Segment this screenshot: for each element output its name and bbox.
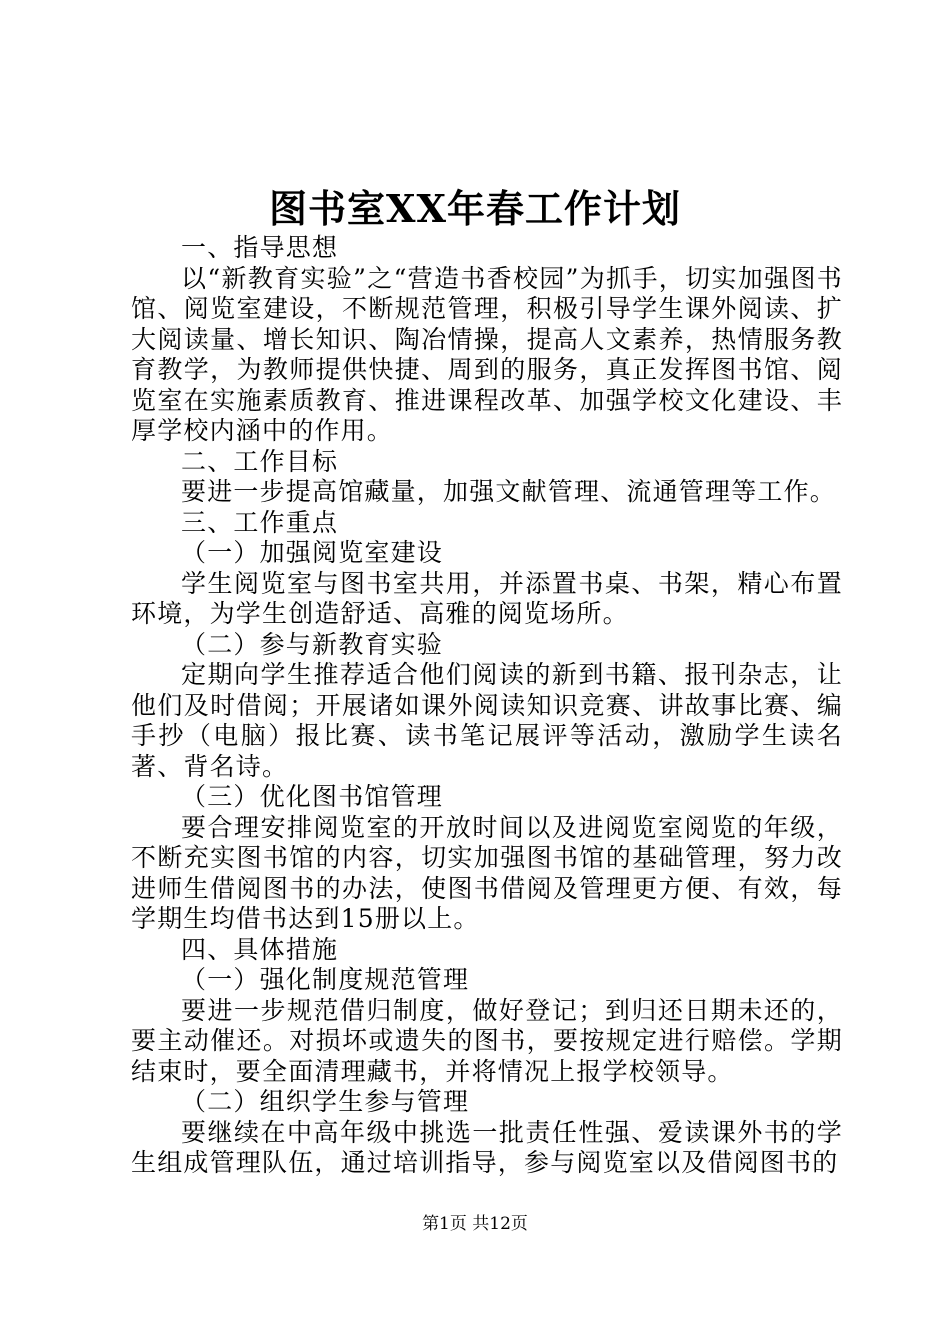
subsection-heading: （二）组织学生参与管理 [181, 1087, 470, 1116]
section-heading: 四、具体措施 [181, 934, 339, 964]
section-heading: 三、工作重点 [181, 507, 339, 537]
paragraph: 要进一步规范借归制度，做好登记；到归还日期未还的，要主动催还。对损坏或遗失的图书，要按规定进行赔偿。学期结束时，要全面清理藏书，并将情况上报学校领导。 [131, 995, 843, 1086]
page-footer: 第1页 共12页 [422, 1214, 528, 1234]
paragraph: 要进一步提高馆藏量，加强文献管理、流通管理等工作。 [181, 477, 837, 506]
subsection-heading: （三）优化图书馆管理 [181, 782, 444, 811]
paragraph: 以“新教育实验”之“营造书香校园”为抓手，切实加强图书馆、阅览室建设，不断规范管理，积极引导学生课外阅读、扩大阅读量、增长知识、陶冶情操，提高人文素养，热情服务教育教学，为教师提供快捷、周到的服务，真正发挥图书馆、阅览室在实施素质教育、推进课程改革、加强学校文化建设、丰厚学校内涵中的作用。 [131, 263, 843, 445]
page-title: 图书室XX年春工作计划 [269, 186, 681, 231]
paragraph: 定期向学生推荐适合他们阅读的新到书籍、报刊杂志，让他们及时借阅；开展诸如课外阅读知识竞赛、讲故事比赛、编手抄（电脑）报比赛、读书笔记展评等活动，激励学生读名著、背名诗。 [131, 660, 843, 781]
subsection-heading: （二）参与新教育实验 [181, 629, 444, 659]
subsection-heading: （一）强化制度规范管理 [181, 965, 470, 994]
document-body [131, 233, 843, 1179]
section-heading: 二、工作目标 [181, 446, 339, 476]
paragraph: 要合理安排阅览室的开放时间以及进阅览室阅览的年级，不断充实图书馆的内容，切实加强图书馆的基础管理，努力改进师生借阅图书的办法，使图书借阅及管理更方便、有效，每学期生均借书达到15册以上。 [131, 812, 843, 933]
paragraph: 要继续在中高年级中挑选一批责任性强、爱读课外书的学生组成管理队伍，通过培训指导，参与阅览室以及借阅图书的 [131, 1117, 843, 1177]
subsection-heading: （一）加强阅览室建设 [181, 538, 444, 567]
section-heading: 一、指导思想 [181, 233, 339, 262]
paragraph: 学生阅览室与图书室共用，并添置书桌、书架，精心布置环境，为学生创造舒适、高雅的阅览场所。 [131, 568, 843, 628]
